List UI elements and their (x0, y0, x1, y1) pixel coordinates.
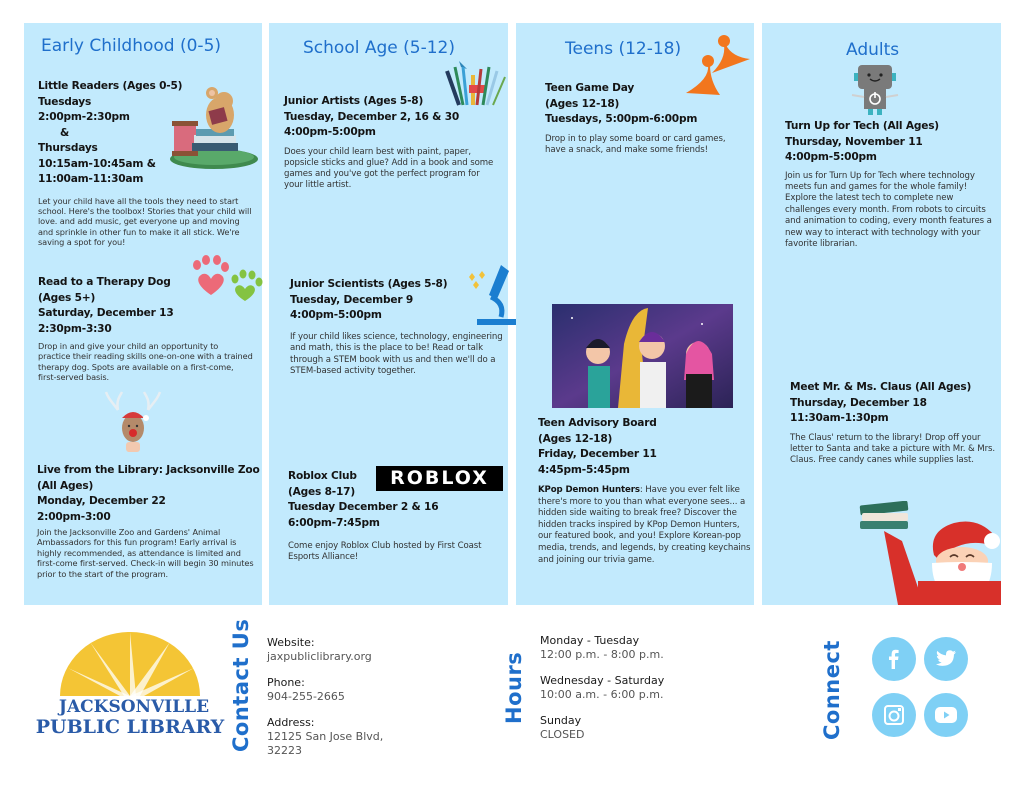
event-description: Come enjoy Roblox Club hosted by First Coast Esports Alliance! (288, 541, 482, 563)
event-description: KPop Demon Hunters: Have you ever felt like there's more to you than what everyone sees... a hidden side waiting to break free? Discover the hidden tracks inspired by KPop Demon Hunters, our featured book, and you! Explore Korean-pop media, trends, and legends, by creating keychains and joining our trivia game. (538, 485, 751, 565)
youtube-icon[interactable] (924, 693, 968, 737)
library-logo (30, 628, 230, 743)
event-turn-up-for-tech (785, 119, 995, 250)
paw-prints-icon (189, 255, 265, 305)
column-title: Teens (12-18) (565, 39, 682, 59)
event-title: Teen Advisory Board (Ages 12-18) Friday, December 11 4:45pm-5:45pm (538, 417, 657, 476)
phone-link[interactable]: 904-255-2665 (267, 690, 345, 703)
event-teen-game-day (545, 81, 745, 156)
connect-heading: Connect (820, 640, 844, 740)
contact-website: Website: jaxpubliclibrary.org (267, 636, 383, 664)
early-childhood-panel (24, 23, 262, 605)
featured-title: KPop Demon Hunters (538, 485, 640, 495)
event-teen-advisory-board (538, 416, 753, 566)
event-title: Read to a Therapy Dog (Ages 5+) Saturday, December 13 2:30pm-3:30 (38, 276, 174, 335)
event-title: Meet Mr. & Ms. Claus (All Ages) Thursday, December 18 11:30am-1:30pm (790, 381, 972, 424)
event-description: Drop in to play some board or card games, have a snack, and make some friends! (545, 133, 726, 155)
event-zoo (37, 463, 260, 579)
teens-panel (516, 23, 754, 605)
column-title: Early Childhood (0-5) (41, 36, 222, 56)
event-meet-claus (790, 380, 1000, 467)
event-description: If your child likes science, technology, engineering and math, this is the place to be! Read or talk through a STEM book with us and then we'll do a STEM-based activity together. (290, 331, 503, 377)
kpop-demon-hunters-image (552, 304, 733, 408)
logo-text-line1: JACKSONVILLE (58, 697, 210, 717)
adults-panel (762, 23, 1001, 605)
contact-us-heading: Contact Us (229, 618, 253, 752)
column-title: Adults (846, 40, 900, 60)
hours-wed-sat: Wednesday - Saturday 10:00 a.m. - 6:00 p.m. (540, 674, 665, 701)
instagram-icon[interactable] (872, 693, 916, 737)
hours-heading: Hours (502, 651, 526, 724)
event-description: Join us for Turn Up for Tech where technology meets fun and games for the whole family! Explore the latest tech to complete new challenges every month. From robots to circuits and animation to coding, every month features a new way to interact with technology with your favorite librarian. (785, 170, 992, 249)
contact-address: Address: 12125 San Jose Blvd, 32223 (267, 716, 384, 757)
event-description: Join the Jacksonville Zoo and Gardens' Animal Ambassadors for this fun program! Early arrival is highly recommended, as attendance is limited and first-come first-served. Check-in will begin 30 minutes prior to the start of the program. (37, 527, 254, 579)
event-description: Drop in and give your child an opportunity to practice their reading skills one-on-one with a trained therapy dog. Spots are available on a first-come, first-served basis. (38, 341, 253, 383)
column-title: School Age (5-12) (303, 38, 455, 58)
school-age-panel (269, 23, 508, 605)
logo-text-line2: PUBLIC LIBRARY (35, 716, 225, 738)
mouse-reading-icon (162, 85, 260, 171)
event-description: Does your child learn best with paint, paper, popsicle sticks and glue? Add in a book and some games and you've got the perfect program for your little artist. (284, 146, 494, 191)
website-link[interactable]: jaxpubliclibrary.org (267, 650, 372, 663)
twitter-icon[interactable] (924, 637, 968, 681)
event-title: Little Readers (Ages 0-5) Tuesdays 2:00pm-2:30pm & Thursdays 10:15am-10:45am & 11:00am-11:30am (38, 80, 183, 185)
event-description: Let your child have all the tools they need to start school. Here's the toolbox! Stories that your child will love. and add music, get everyone up and moving and sprinkle in other fun to make it all stick. We're saving a spot for you! (38, 195, 252, 248)
contact-info (267, 636, 383, 770)
event-title: Junior Scientists (Ages 5-8) Tuesday, December 9 4:00pm-5:00pm (290, 278, 448, 321)
roblox-logo: ROBLOX (376, 466, 503, 491)
event-junior-artists (284, 94, 499, 191)
reindeer-icon (102, 388, 164, 456)
sunburst-icon (30, 628, 230, 698)
event-description: The Claus' return to the library! Drop off your letter to Santa and take a picture with Mr. & Mrs. Claus. Free candy canes while supplies last. (790, 432, 996, 466)
hours-mon-tue: Monday - Tuesday 12:00 p.m. - 8:00 p.m. (540, 634, 664, 661)
event-title: Teen Game Day (Ages 12-18) Tuesdays, 5:00pm-6:00pm (545, 82, 698, 125)
hours-info (540, 634, 664, 754)
event-title: Junior Artists (Ages 5-8) Tuesday, December 2, 16 & 30 4:00pm-5:00pm (284, 95, 460, 138)
facebook-icon[interactable] (872, 637, 916, 681)
event-title: Turn Up for Tech (All Ages) Thursday, November 11 4:00pm-5:00pm (785, 120, 939, 163)
santa-with-books-icon (858, 501, 1001, 605)
hours-sunday: Sunday CLOSED (540, 714, 585, 741)
event-title: Live from the Library: Jacksonville Zoo (All Ages) Monday, December 22 2:00pm-3:00 (37, 464, 260, 523)
event-roblox-club (288, 469, 503, 564)
event-junior-scientists (290, 277, 505, 378)
event-title: Roblox Club (Ages 8-17) Tuesday December 2 & 16 6:00pm-7:45pm (288, 470, 439, 529)
robot-icon (850, 63, 900, 117)
contact-phone: Phone: 904-255-2665 (267, 676, 383, 704)
